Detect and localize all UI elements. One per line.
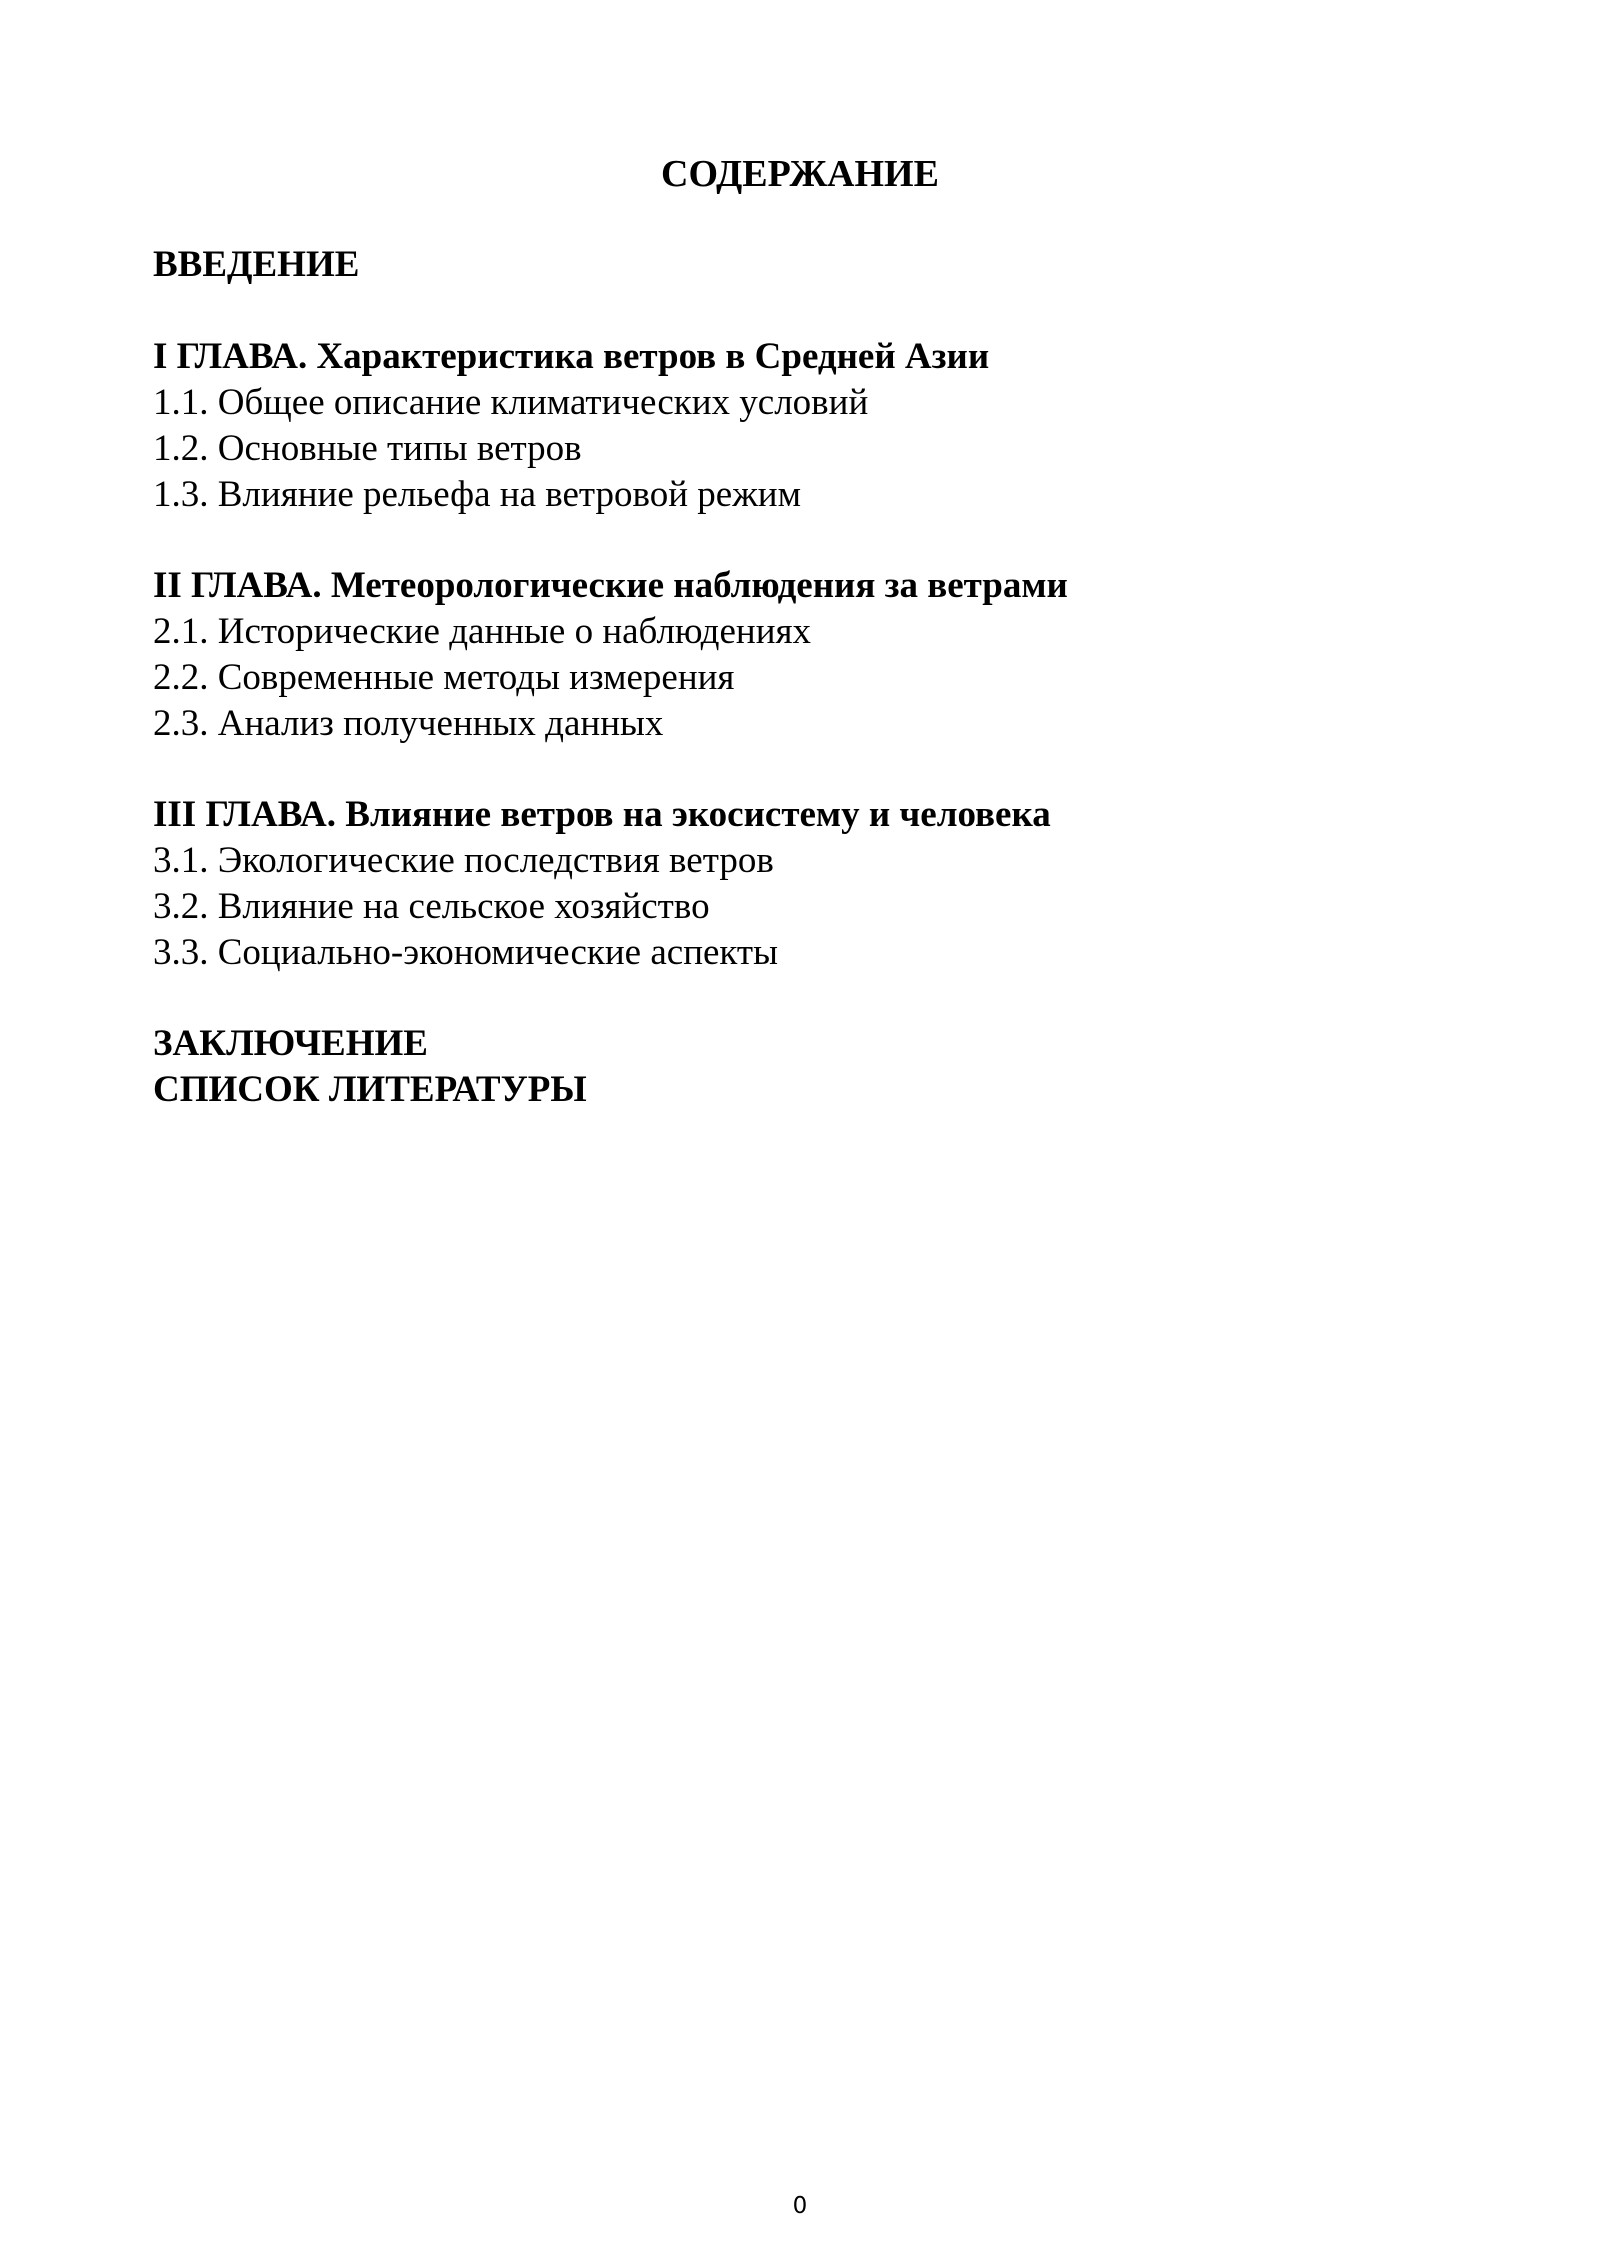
section-item: 3.3. Социально-экономические аспекты	[153, 932, 778, 973]
chapter-heading: II ГЛАВА. Метеорологические наблюдения за ветрами	[153, 565, 1068, 606]
toc-chapter-3	[153, 792, 1068, 976]
table-of-contents	[153, 242, 1068, 1113]
toc-chapter-2	[153, 563, 1068, 747]
chapter-heading: I ГЛАВА. Характеристика ветров в Средней Азии	[153, 336, 990, 377]
section-item: 2.3. Анализ полученных данных	[153, 703, 664, 744]
toc-introduction: ВВЕДЕНИЕ	[153, 244, 360, 285]
chapter-heading: III ГЛАВА. Влияние ветров на экосистему и человека	[153, 794, 1051, 835]
section-item: 2.1. Исторические данные о наблюдениях	[153, 611, 812, 652]
spacer	[153, 518, 1068, 563]
toc-references: СПИСОК ЛИТЕРАТУРЫ	[153, 1069, 587, 1110]
page-title: СОДЕРЖАНИЕ	[661, 153, 939, 195]
section-item: 1.3. Влияние рельефа на ветровой режим	[153, 474, 802, 515]
section-item: 2.2. Современные методы измерения	[153, 657, 735, 698]
spacer	[153, 747, 1068, 792]
section-item: 3.2. Влияние на сельское хозяйство	[153, 886, 710, 927]
spacer	[153, 288, 1068, 334]
page-number: 0	[792, 2193, 808, 2219]
toc-chapter-1	[153, 334, 1068, 518]
section-item: 3.1. Экологические последствия ветров	[153, 840, 774, 881]
section-item: 1.1. Общее описание климатических условий	[153, 382, 869, 423]
toc-conclusion: ЗАКЛЮЧЕНИЕ	[153, 1023, 428, 1064]
section-item: 1.2. Основные типы ветров	[153, 428, 582, 469]
spacer	[153, 976, 1068, 1021]
